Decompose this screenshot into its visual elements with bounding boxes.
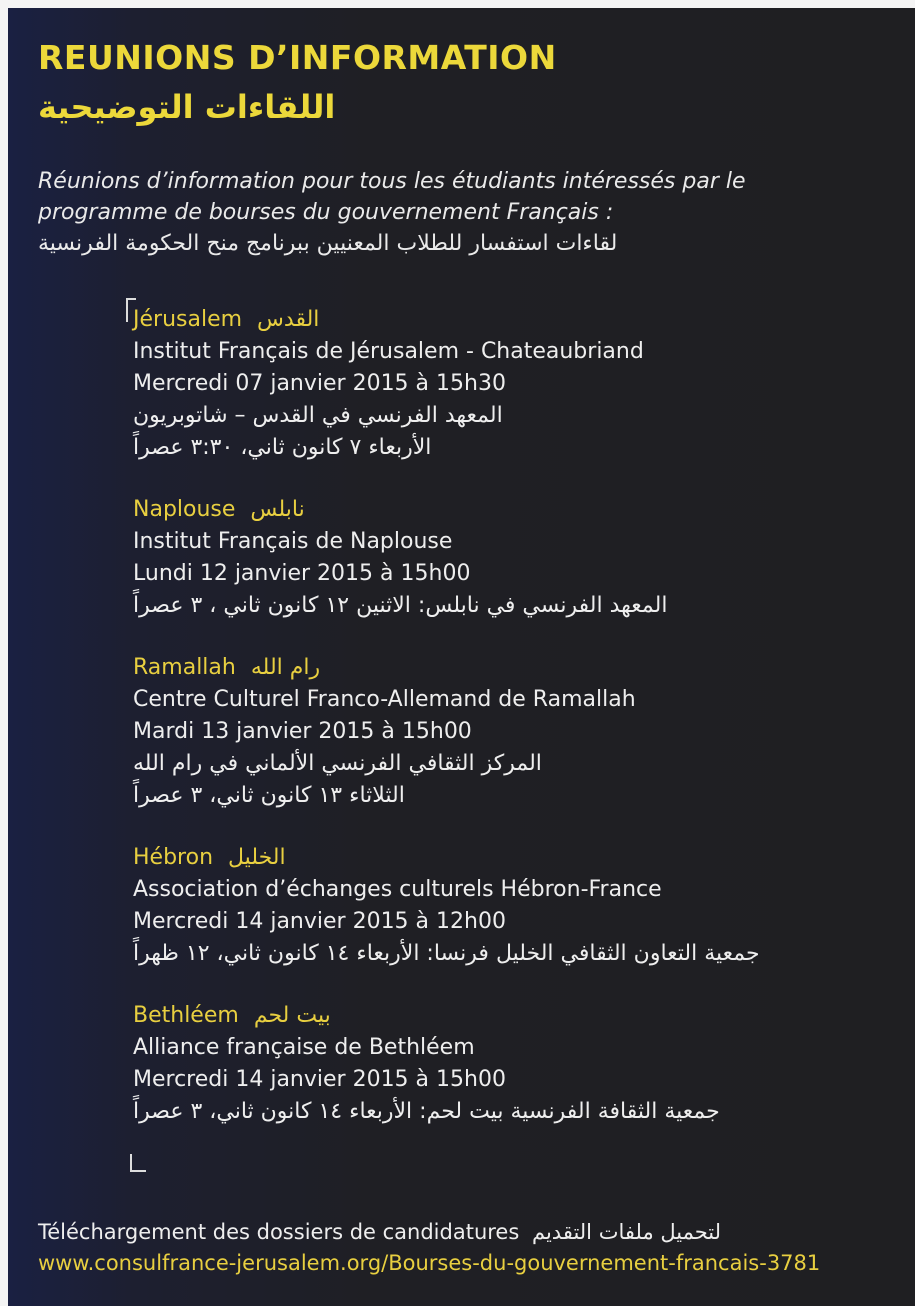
download-link[interactable]: www.consulfrance-jerusalem.org/Bourses-du-gouvernement-francais-3781 — [38, 1251, 821, 1275]
info-card — [8, 8, 915, 1306]
download-line — [38, 1216, 908, 1248]
event-title — [133, 842, 903, 874]
event-venue: Alliance française de Bethléem — [133, 1035, 475, 1060]
event-ramallah — [133, 652, 903, 812]
corner-mark-bottom — [130, 1154, 146, 1172]
event-arabic-venue: المركز الثقافي الفرنسي الألماني في رام الله — [133, 751, 542, 776]
event-date: Mardi 13 janvier 2015 à 15h00 — [133, 719, 472, 744]
event-date: Mercredi 14 janvier 2015 à 15h00 — [133, 1067, 506, 1092]
event-venue: Institut Français de Naplouse — [133, 529, 453, 554]
event-date: Mercredi 14 janvier 2015 à 12h00 — [133, 909, 506, 934]
event-venue: Centre Culturel Franco-Allemand de Ramallah — [133, 687, 636, 712]
city-ar: نابلس — [250, 497, 305, 522]
city-fr: Bethléem — [133, 1003, 239, 1028]
event-title — [133, 1000, 903, 1032]
event-arabic-details: المعهد الفرنسي في نابلس: الاثنين ١٢ كانون ثاني ، ٣ عصراً — [133, 593, 668, 618]
city-fr: Hébron — [133, 845, 214, 870]
event-arabic-details: جمعية التعاون الثقافي الخليل فرنسا: الأربعاء ١٤ كانون ثاني، ١٢ ظهراً — [133, 941, 760, 966]
intro-fr-line1: Réunions d’information pour tous les étudiants intéressés par le — [38, 169, 746, 194]
city-ar: الخليل — [228, 845, 286, 870]
footer — [38, 1216, 908, 1278]
event-naplouse — [133, 494, 903, 622]
intro-fr-line2: programme de bourses du gouvernement Français : — [38, 200, 614, 225]
city-fr: Ramallah — [133, 655, 236, 680]
event-jerusalem — [133, 304, 903, 464]
event-list — [133, 304, 903, 1158]
city-ar: القدس — [257, 307, 320, 332]
event-title — [133, 652, 903, 684]
event-arabic-date: الأربعاء ٧ كانون ثاني، ٣:٣٠ عصراً — [133, 435, 432, 460]
event-title — [133, 494, 903, 526]
download-text-ar: لتحميل ملفات التقديم — [531, 1220, 722, 1244]
city-ar: بيت لحم — [253, 1003, 331, 1028]
event-title — [133, 304, 903, 336]
city-ar: رام الله — [250, 655, 321, 680]
event-hebron — [133, 842, 903, 970]
event-arabic-venue: المعهد الفرنسي في القدس – شاتوبريون — [133, 403, 503, 428]
intro — [38, 166, 898, 259]
event-arabic-date: الثلاثاء ١٣ كانون ثاني، ٣ عصراً — [133, 783, 405, 808]
city-fr: Naplouse — [133, 497, 236, 522]
event-date: Lundi 12 janvier 2015 à 15h00 — [133, 561, 471, 586]
intro-arabic: لقاءات استفسار للطلاب المعنيين ببرنامج منح الحكومة الفرنسية — [38, 231, 618, 256]
event-venue: Institut Français de Jérusalem - Chateaubriand — [133, 339, 644, 364]
download-text-fr: Téléchargement des dossiers de candidatures — [38, 1220, 520, 1244]
event-arabic-details: جمعية الثقافة الفرنسية بيت لحم: الأربعاء ١٤ كانون ثاني، ٣ عصراً — [133, 1099, 720, 1124]
event-venue: Association d’échanges culturels Hébron-France — [133, 877, 662, 902]
city-fr: Jérusalem — [133, 307, 243, 332]
event-date: Mercredi 07 janvier 2015 à 15h30 — [133, 371, 506, 396]
event-bethleem — [133, 1000, 903, 1128]
page-title-arabic: اللقاءات التوضيحية — [38, 88, 336, 126]
page-title: REUNIONS D’INFORMATION — [38, 38, 557, 77]
